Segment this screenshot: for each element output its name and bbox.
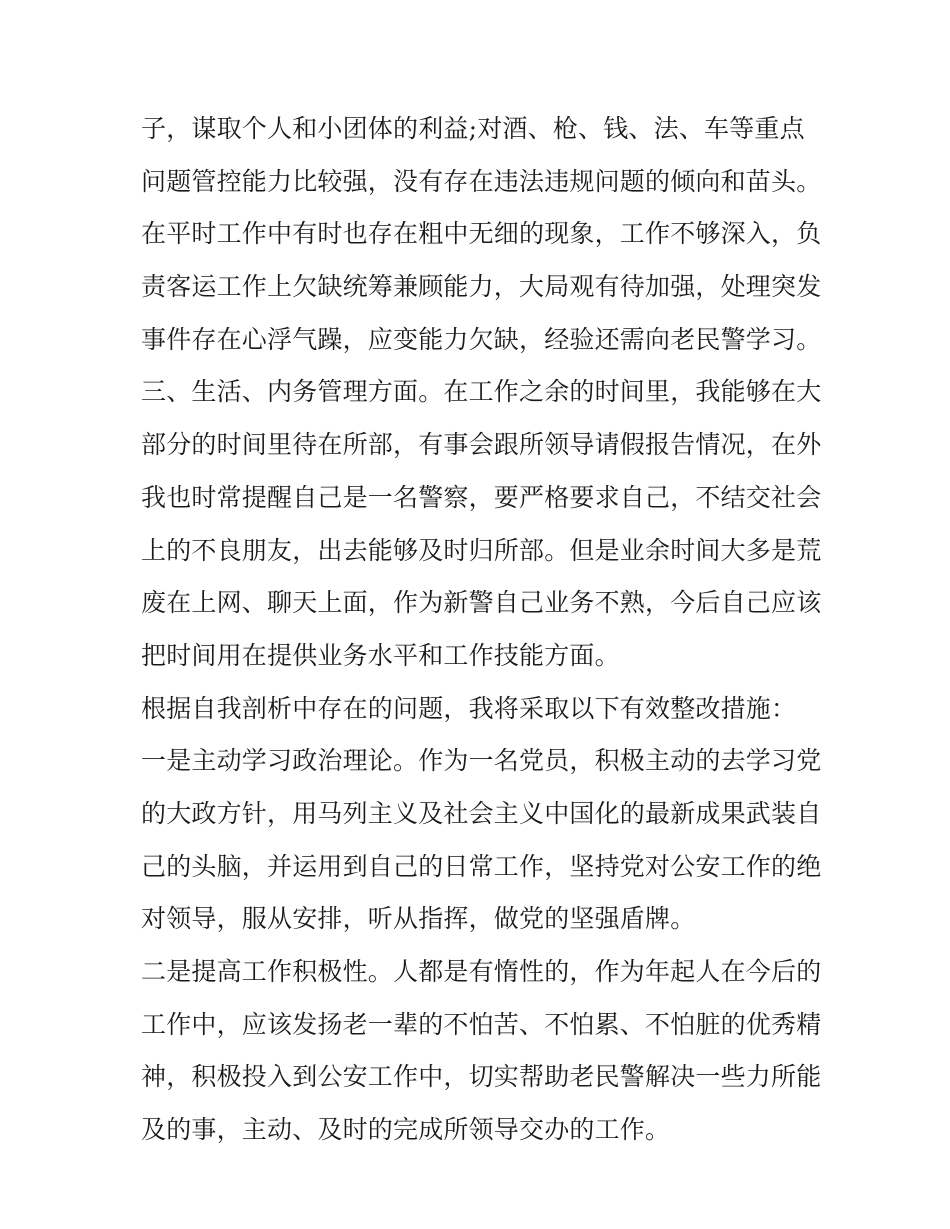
- text-line: 根据自我剖析中存在的问题，我将采取以下有效整改措施：: [141, 693, 797, 723]
- text-line: 废在上网、聊天上面，作为新警自己业务不熟，今后自己应该: [141, 588, 822, 618]
- text-line: 上的不良朋友，出去能够及时归所部。但是业余时间大多是荒: [141, 535, 822, 565]
- text-line: 责客运工作上欠缺统筹兼顾能力，大局观有待加强，处理突发: [141, 272, 822, 302]
- text-line: 三、生活、内务管理方面。在工作之余的时间里，我能够在大: [141, 377, 822, 407]
- text-line: 二是提高工作积极性。人都是有惰性的，作为年起人在今后的: [141, 957, 822, 986]
- document-body: [141, 103, 821, 1157]
- text-line: 子，谋取个人和小团体的利益;对酒、枪、钱、法、车等重点: [141, 114, 805, 143]
- text-line: 把时间用在提供业务水平和工作技能方面。: [141, 640, 620, 670]
- text-line: 部分的时间里待在所部，有事会跟所领导请假报告情况，在外: [141, 430, 822, 460]
- text-line: 问题管控能力比较强，没有存在违法违规问题的倾向和苗头。: [141, 166, 822, 196]
- text-line: 我也时常提醒自己是一名警察，要严格要求自己，不结交社会: [141, 482, 822, 512]
- text-line: 对领导，服从安排，听从指挥，做党的坚强盾牌。: [141, 904, 696, 934]
- text-line: 己的头脑，并运用到自己的日常工作，坚持党对公安工作的绝: [141, 851, 822, 881]
- text-line: 工作中，应该发扬老一辈的不怕苦、不怕累、不怕脏的优秀精: [141, 1009, 822, 1039]
- text-line: 神，积极投入到公安工作中，切实帮助老民警解决一些力所能: [141, 1062, 822, 1092]
- text-line: 及的事，主动、及时的完成所领导交办的工作。: [141, 1115, 671, 1145]
- text-line: 的大政方针，用马列主义及社会主义中国化的最新成果武装自: [141, 798, 822, 828]
- text-line: 在平时工作中有时也存在粗中无细的现象，工作不够深入，负: [141, 219, 822, 249]
- text-line: 一是主动学习政治理论。作为一名党员，积极主动的去学习党: [141, 746, 822, 776]
- text-line: 事件存在心浮气躁，应变能力欠缺，经验还需向老民警学习。: [141, 324, 822, 354]
